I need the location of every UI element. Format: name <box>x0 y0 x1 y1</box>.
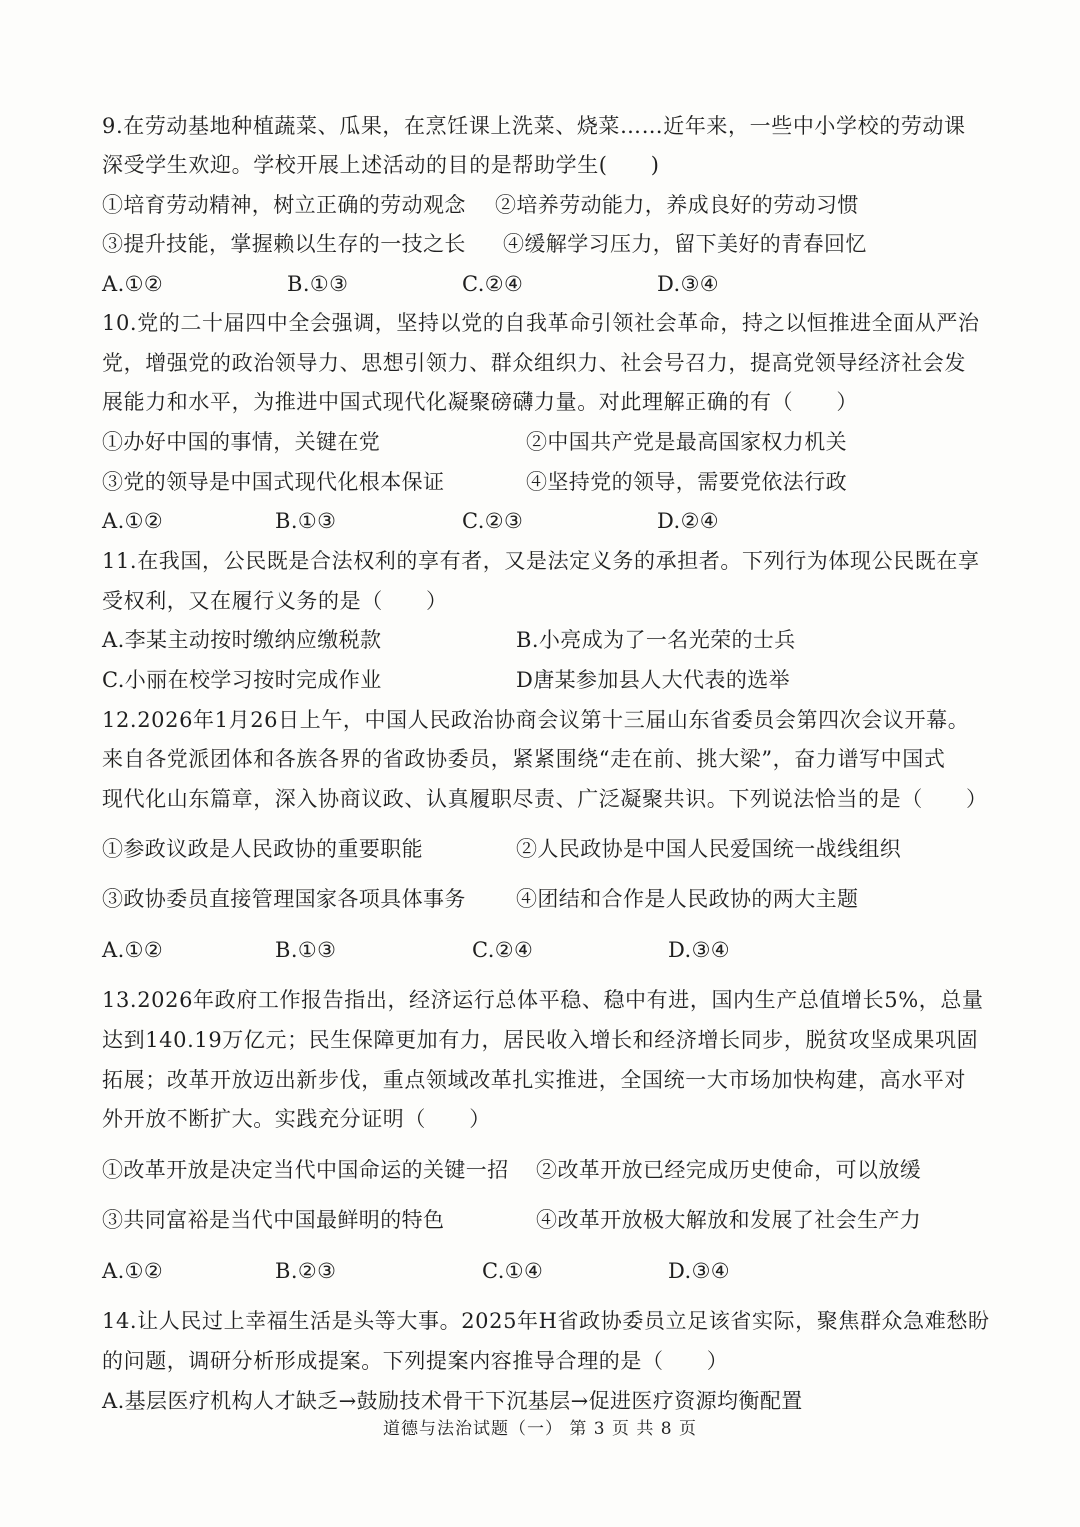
q11-stem-line-2: 受权利，又在履行义务的是（ ） <box>102 589 448 613</box>
q9-stem-line-2: 深受学生欢迎。学校开展上述活动的目的是帮助学生( ) <box>102 153 660 177</box>
q14-choice-a[interactable]: A.基层医疗机构人才缺乏→鼓励技术骨干下沉基层→促进医疗资源均衡配置 <box>102 1389 803 1413</box>
q10-choice-b[interactable]: B.①③ <box>275 509 337 533</box>
q10-choice-d[interactable]: D.②④ <box>657 509 720 533</box>
q10-item-2: ②中国共产党是最高国家权力机关 <box>526 430 847 454</box>
q10-stem-line-1: 10.党的二十届四中全会强调，坚持以党的自我革命引领社会革命，持之以恒推进全面从严治 <box>102 311 980 335</box>
q12-item-3: ③政协委员直接管理国家各项具体事务 <box>102 887 466 911</box>
q11-stem-line-1: 11.在我国，公民既是合法权利的享有者，又是法定义务的承担者。下列行为体现公民既在享 <box>102 549 980 573</box>
q12-choice-c[interactable]: C.②④ <box>472 938 534 962</box>
q9-choice-a[interactable]: A.①② <box>102 272 164 296</box>
page-footer: 道德与法治试题（一） 第 3 页 共 8 页 <box>382 1419 698 1439</box>
q13-item-3: ③共同富裕是当代中国最鲜明的特色 <box>102 1208 445 1232</box>
q12-stem-line-3: 现代化山东篇章，深入协商议政、认真履职尽责、广泛凝聚共识。下列说法恰当的是（ ） <box>102 787 988 811</box>
q12-stem-line-2: 来自各党派团体和各族各界的省政协委员，紧紧围绕“走在前、挑大梁”，奋力谱写中国式 <box>102 747 946 771</box>
q12-item-2: ②人民政协是中国人民爱国统一战线组织 <box>516 837 902 861</box>
q13-stem-line-1: 13.2026年政府工作报告指出，经济运行总体平稳、稳中有进，国内生产总值增长5%，总量 <box>102 988 984 1012</box>
q12-choice-b[interactable]: B.①③ <box>275 938 337 962</box>
q9-item-1: ①培育劳动精神，树立正确的劳动观念 <box>102 193 466 217</box>
q11-choice-b[interactable]: B.小亮成为了一名光荣的士兵 <box>516 628 796 652</box>
q11-choice-a[interactable]: A.李某主动按时缴纳应缴税款 <box>102 628 382 652</box>
q9-item-2: ②培养劳动能力，养成良好的劳动习惯 <box>495 193 859 217</box>
q13-choice-a[interactable]: A.①② <box>102 1259 164 1283</box>
q10-item-4: ④坚持党的领导，需要党依法行政 <box>526 470 847 494</box>
q13-choice-c[interactable]: C.①④ <box>482 1259 544 1283</box>
q10-choice-a[interactable]: A.①② <box>102 509 164 533</box>
q13-item-2: ②改革开放已经完成历史使命，可以放缓 <box>536 1158 922 1182</box>
q13-stem-line-2: 达到140.19万亿元；民生保障更加有力，居民收入增长和经济增长同步，脱贫攻坚成果巩固 <box>102 1028 979 1052</box>
q10-item-1: ①办好中国的事情，关键在党 <box>102 430 381 454</box>
q12-item-1: ①参政议政是人民政协的重要职能 <box>102 837 423 861</box>
q12-choice-d[interactable]: D.③④ <box>668 938 731 962</box>
q11-choice-c[interactable]: C.小丽在校学习按时完成作业 <box>102 668 382 692</box>
q13-choice-d[interactable]: D.③④ <box>668 1259 731 1283</box>
q13-stem-line-3: 拓展；改革开放迈出新步伐，重点领域改革扎实推进，全国统一大市场加快构建，高水平对 <box>102 1068 966 1092</box>
q14-stem-line-1: 14.让人民过上幸福生活是头等大事。2025年H省政协委员立足该省实际，聚焦群众急难愁盼 <box>102 1309 990 1333</box>
q9-stem-line-1: 9.在劳动基地种植蔬菜、瓜果，在烹饪课上洗菜、烧菜……近年来，一些中小学校的劳动课 <box>102 114 966 138</box>
q13-item-4: ④改革开放极大解放和发展了社会生产力 <box>536 1208 922 1232</box>
q10-choice-c[interactable]: C.②③ <box>462 509 524 533</box>
q9-choice-d[interactable]: D.③④ <box>657 272 720 296</box>
q12-stem-line-1: 12.2026年1月26日上午，中国人民政治协商会议第十三届山东省委员会第四次会议开幕。 <box>102 708 970 732</box>
q9-item-3: ③提升技能，掌握赖以生存的一技之长 <box>102 232 466 256</box>
q12-choice-a[interactable]: A.①② <box>102 938 164 962</box>
q12-item-4: ④团结和合作是人民政协的两大主题 <box>516 887 859 911</box>
q10-stem-line-3: 展能力和水平，为推进中国式现代化凝聚磅礴力量。对此理解正确的有（ ） <box>102 390 858 414</box>
q11-choice-d[interactable]: D唐某参加县人大代表的选举 <box>516 668 791 692</box>
q10-item-3: ③党的领导是中国式现代化根本保证 <box>102 470 445 494</box>
q13-choice-b[interactable]: B.②③ <box>275 1259 337 1283</box>
q10-stem-line-2: 党，增强党的政治领导力、思想引领力、群众组织力、社会号召力，提高党领导经济社会发 <box>102 351 966 375</box>
q9-choice-c[interactable]: C.②④ <box>462 272 524 296</box>
q14-stem-line-2: 的问题，调研分析形成提案。下列提案内容推导合理的是（ ） <box>102 1349 729 1373</box>
q9-item-4: ④缓解学习压力，留下美好的青春回忆 <box>503 232 867 256</box>
q13-stem-line-4: 外开放不断扩大。实践充分证明（ ） <box>102 1107 491 1131</box>
q13-item-1: ①改革开放是决定当代中国命运的关键一招 <box>102 1158 509 1182</box>
q9-choice-b[interactable]: B.①③ <box>287 272 349 296</box>
